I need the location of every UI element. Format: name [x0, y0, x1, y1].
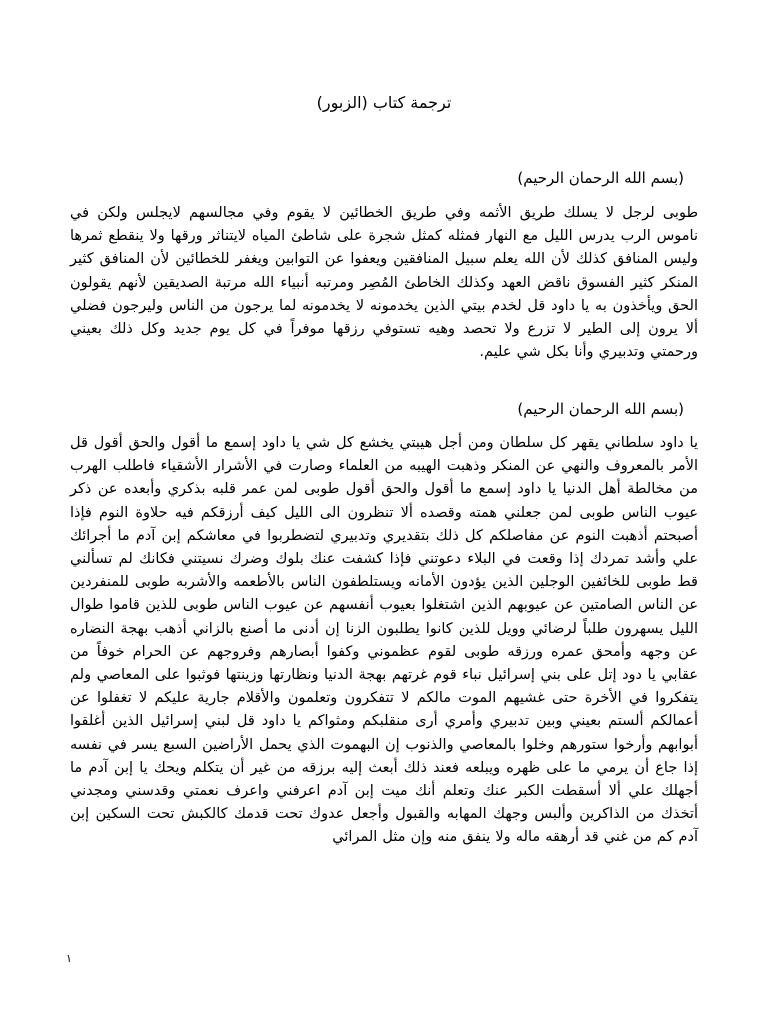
paragraph-1: طوبى لرجل لا يسلك طريق الأثمه وفي طريق الخطائين لا يقوم وفي مجالسهم لايجلس ولكن في ناموس الرب يدرس الليل مع النهار فمثله كمثل شجرة على شاطئ المياه لايتناثر ورقها ولا ينقطع ثمرها وليس المنافق كذلك لأن الله يعلم سبيل المنافقين ويعفوا عن التوابين ويغفر للخطائين لأن المنافق كثير المنكر كثير الفسوق ناقض العهد وكذلك الخاطئ المُصِر ومرتبه أنبياء الله مرتبة الصديقين لأنهم يقولون الحق ويأخذون به يا داود قل لخدم بيتي الذين يخدمونه لا يخدمونه لما يرجون من الناس وليرجون فضلي ألا يرون إلى الطير لا تزرع ولا تحصد وهيه تستوفي رزقها موفراً في كل يوم جديد وكل ذلك بعيني ورحمتي وتدبيري وأنا بكل شي عليم. — [70, 205, 698, 361]
basmala-heading-2: (بسم الله الرحمان الرحيم) — [517, 400, 684, 418]
page-number: ١ — [66, 952, 72, 965]
basmala-heading-1: (بسم الله الرحمان الرحيم) — [517, 169, 684, 187]
paragraph-2: يا داود سلطاني يقهر كل سلطان ومن أجل هيبتي يخشع كل شي يا داود إسمع ما أقول والحق أقول قل الأمر بالمعروف والنهي عن المنكر وذهبت الهيبه من العلماء وصارت في الأشرار الأشقياء فاطلب الهرب من مخالطة أهل الدنيا يا داود إسمع ما أقول والحق أقول طوبى لمن عمر قلبه بذكري وأبعده عن ذكر عيوب الناس طوبى لمن جعلني همته وقصده ألا تنظرون الى الليل كيف أرزقكم فيه حلاوة النوم فإذا أصبحتم أذهبت النوم عن مفاصلكم كل ذلك بتقديري وتدبيري لتضطربوا في معاشكم إبن آدم ما أجرائك علي وأشد تمردك إذا وقعت في البلاء دعوتني فإذا كشفت عنك بلوك وضرك نسيتني فكانك لم تسألني قط طوبى للخائفين الوجلين الذين يؤدون الأمانه ويستلطفون الناس بالأطعمه والأشربه طوبى للمنفردين عن الناس الصامتين عن عيوبهم الذين اشتغلوا بعيوب أنفسهم عن عيوب الناس طوبى للذين قاموا طوال الليل يسهرون طلباً لرضائي وويل للذين كانوا يطلبون الزنا إن أدنى ما أصنع بالزاني أذهب بهجة النضاره عن وجهه وأمحق عمره ورزقه طوبى لقوم عظموني وكفوا أبصارهم وفروجهم عن الحرام خوفاً من عقابي يا دود إتل على بني إسرائيل نباء قوم غرتهم بهجة الدنيا ونظارتها وزينتها فوثبوا على المعاصي ولم يتفكروا في الأخرة حتى غشيهم الموت مالكم لا تتفكرون وتعلمون والأقلام جارية عليكم لا تغفلوا عن أعمالكم ألستم بعيني وبين تدبيري وأمري أرى منقلبكم ومثواكم يا داود قل لبني إسرائيل الذين أغلقوا أبوابهم وأرخوا ستورهم وخلوا بالمعاصي والذنوب إن البهموت الذي يحمل الأراضين السبع يسر في نفسه إذا جاع أن يرمي ما على ظهره ويبلعه فعند ذلك أبعث إليه برزقه من غير أن يتكلم ويحك يا إبن آدم ما أجهلك علي ألا أسقطت الكبر عنك وتعلم أنك ميت إبن آدم اعرفني واعرف نعمتي وقدسني ومجدني أتخذك من الذاكرين وألبس وجهك المهابه والقبول وأجعل عدوك تحت قدمك كالكبش تحت السكين إبن آدم كم من غني قد أرهقه ماله ولا ينفق منه وإن مثل المرائي — [70, 435, 698, 846]
document-title: ترجمة كتاب (الزبور) — [316, 93, 452, 112]
